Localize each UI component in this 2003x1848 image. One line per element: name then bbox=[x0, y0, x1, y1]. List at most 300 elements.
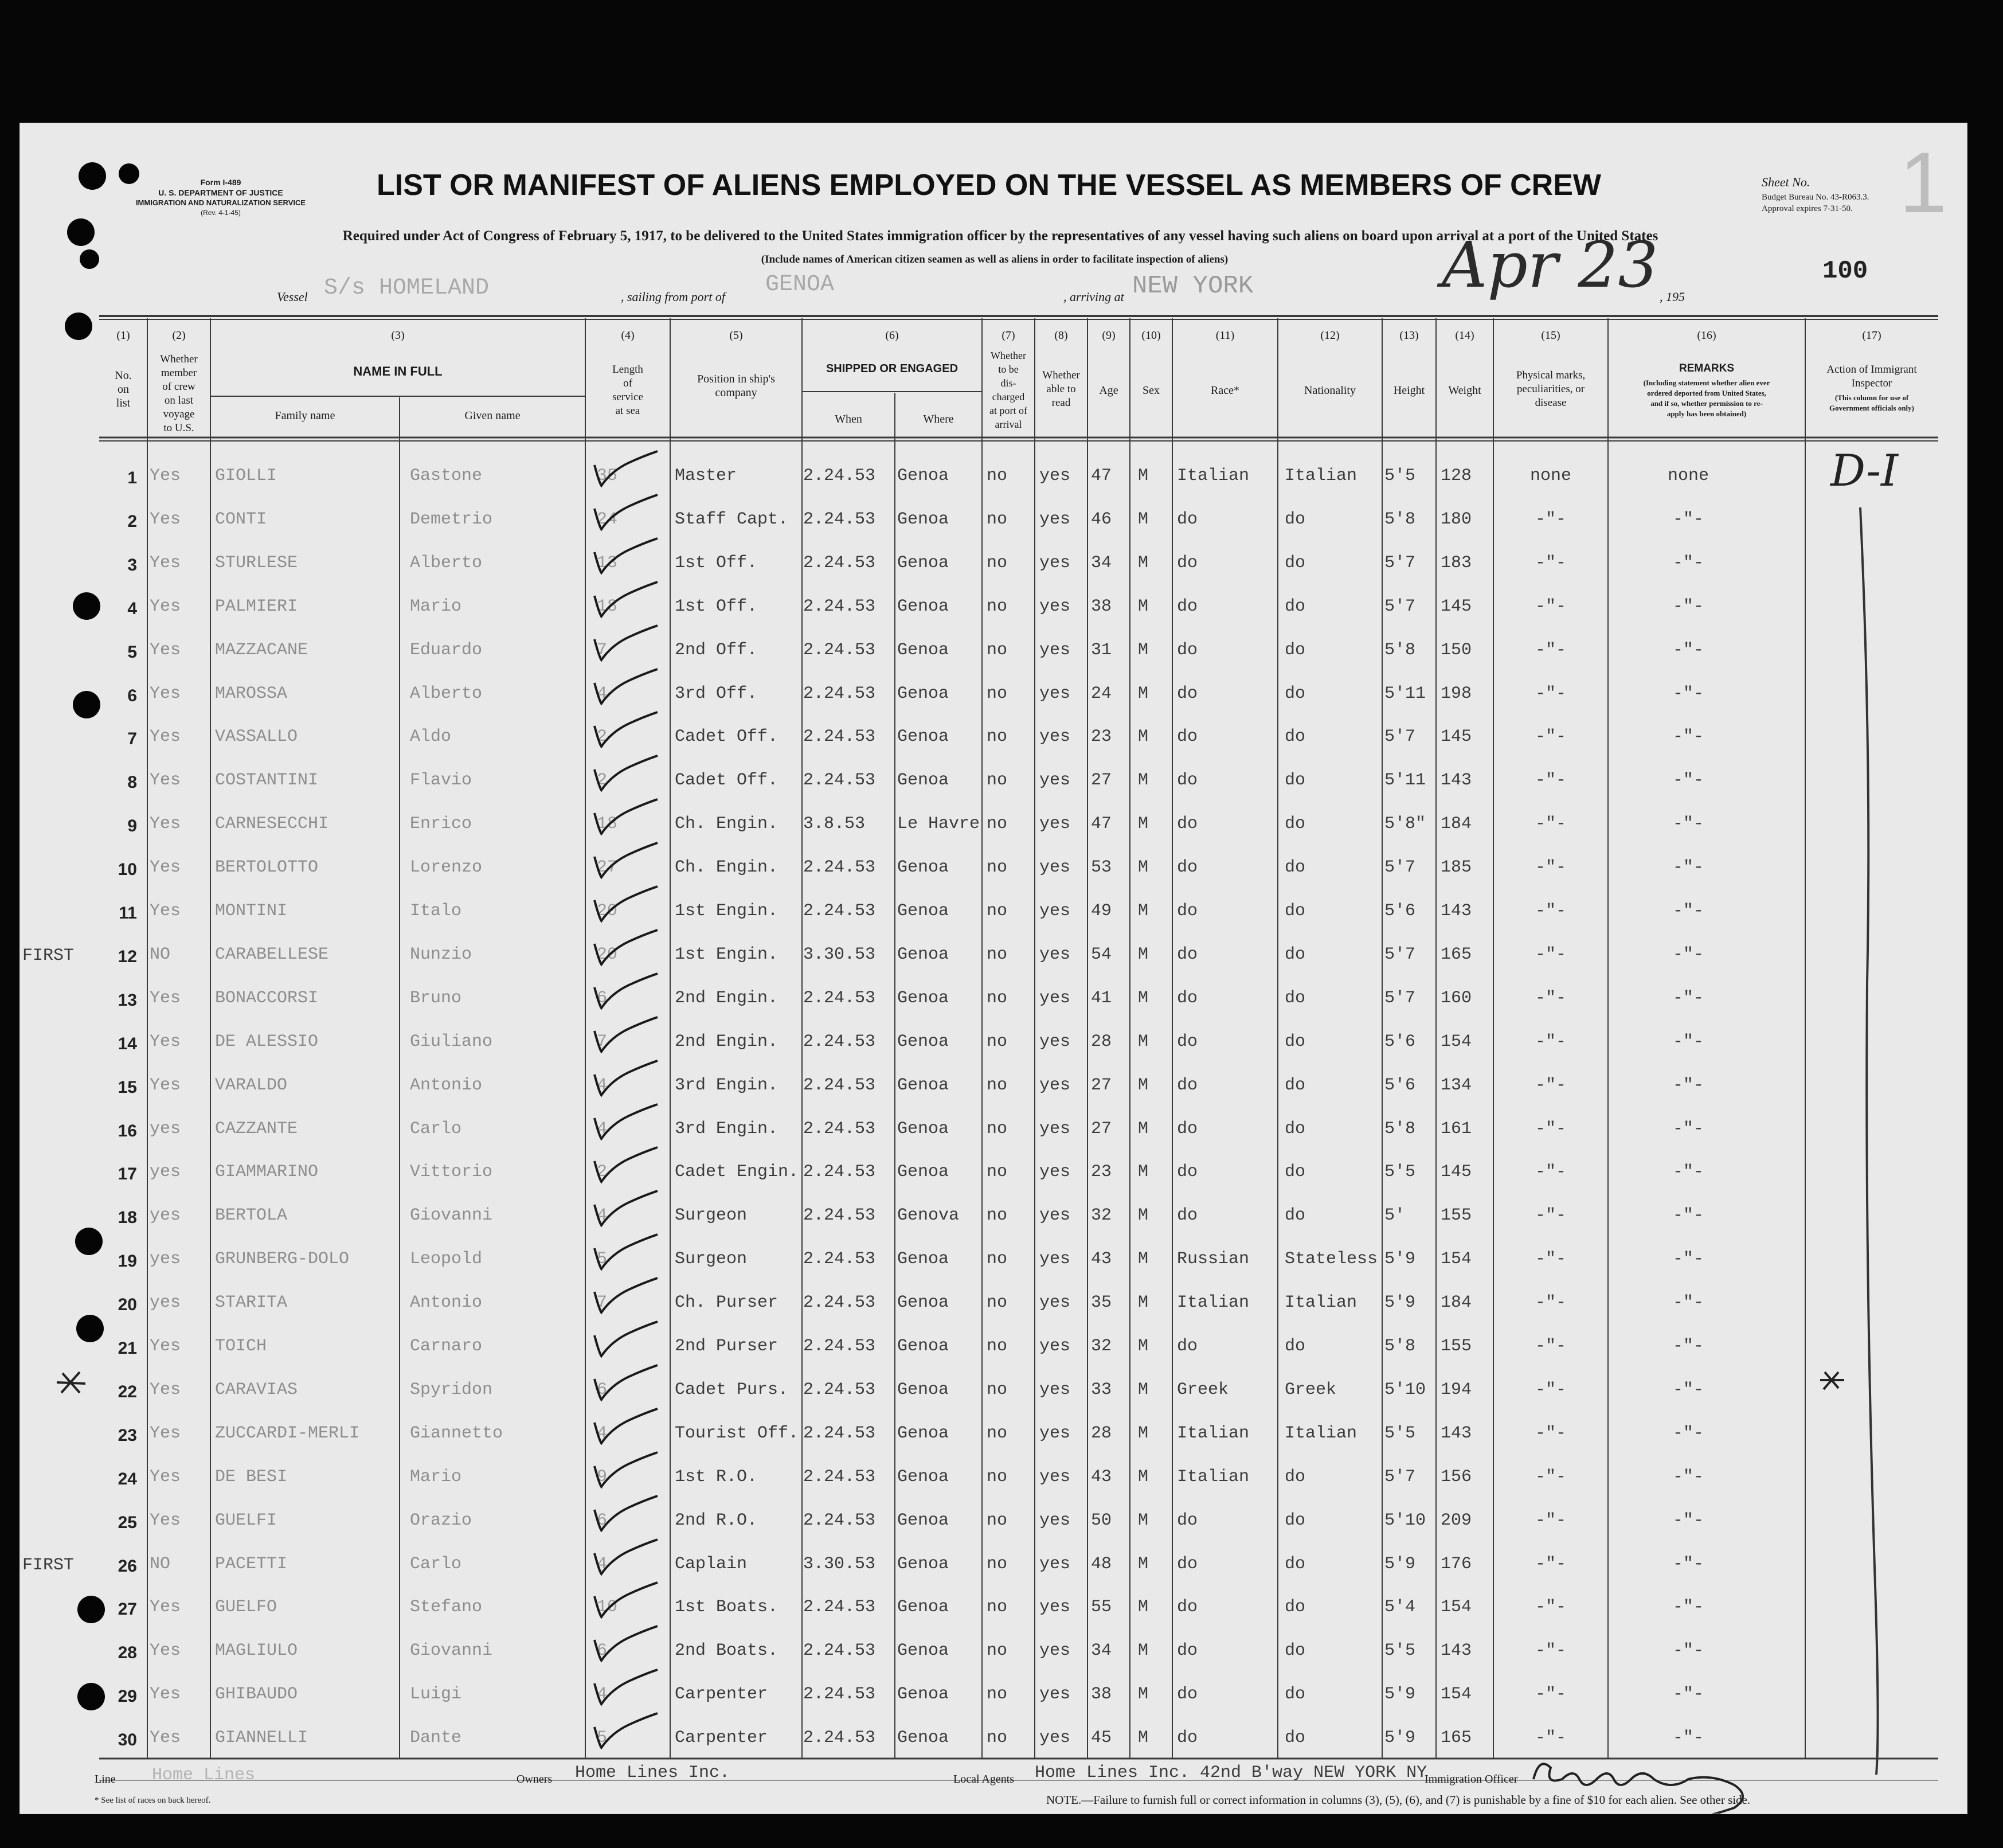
race-cell: do bbox=[1177, 1206, 1198, 1225]
height-cell: 5'11 bbox=[1384, 771, 1426, 790]
row-number-cell: 22 bbox=[118, 1382, 137, 1401]
marks-cell: -"- bbox=[1535, 640, 1566, 660]
col15-label: disease bbox=[1535, 397, 1567, 409]
row-number-cell: 21 bbox=[118, 1339, 137, 1358]
row-number-cell: 15 bbox=[118, 1078, 137, 1097]
shipped-where-cell: Genoa bbox=[897, 945, 949, 964]
sex-cell: M bbox=[1138, 1293, 1149, 1312]
position-cell: Cadet Off. bbox=[675, 727, 778, 747]
shipped-where-cell: Genoa bbox=[897, 1641, 949, 1661]
service-cell: 5 bbox=[597, 1728, 608, 1748]
col1-num: (1) bbox=[116, 329, 130, 342]
given-name-cell: Antonio bbox=[410, 1293, 483, 1312]
given-name-cell: Giannetto bbox=[410, 1424, 503, 1443]
family-name-cell: GIAMMARINO bbox=[215, 1162, 319, 1182]
vessel-label: Vessel bbox=[277, 290, 308, 304]
position-cell: Tourist Off. bbox=[675, 1424, 799, 1443]
read-cell: yes bbox=[1039, 1685, 1071, 1704]
form-service: IMMIGRATION AND NATURALIZATION SERVICE bbox=[135, 198, 306, 207]
height-cell: 5'7 bbox=[1384, 858, 1416, 877]
col1-label: No. bbox=[115, 369, 132, 382]
shipped-when-cell: 2.24.53 bbox=[803, 597, 876, 616]
race-cell: do bbox=[1177, 597, 1198, 616]
col2-label: to U.S. bbox=[163, 422, 194, 434]
age-cell: 23 bbox=[1091, 727, 1112, 747]
race-cell: do bbox=[1177, 684, 1198, 704]
discharged-cell: no bbox=[987, 945, 1008, 964]
family-name-cell: GIANNELLI bbox=[215, 1728, 308, 1748]
position-cell: 3rd Engin. bbox=[675, 1076, 778, 1095]
col12-num: (12) bbox=[1320, 329, 1340, 342]
remarks-cell: -"- bbox=[1672, 1380, 1704, 1400]
family-name-cell: MAGLIULO bbox=[215, 1641, 298, 1661]
col8-label: Whether bbox=[1042, 369, 1080, 381]
remarks-cell: -"- bbox=[1672, 1162, 1704, 1182]
read-cell: yes bbox=[1039, 1380, 1071, 1400]
row-number-cell: 20 bbox=[118, 1295, 137, 1314]
read-cell: yes bbox=[1039, 1119, 1071, 1139]
row-number-cell: 14 bbox=[118, 1034, 137, 1053]
given-name-cell: Stefano bbox=[410, 1597, 483, 1617]
shipped-when-cell: 3.30.53 bbox=[803, 1554, 876, 1574]
age-cell: 28 bbox=[1091, 1424, 1112, 1443]
weight-cell: 154 bbox=[1441, 1032, 1472, 1052]
col15-num: (15) bbox=[1541, 329, 1560, 342]
col3-num: (3) bbox=[391, 329, 405, 342]
sex-cell: M bbox=[1138, 1032, 1149, 1052]
nationality-cell: do bbox=[1285, 684, 1306, 704]
col17-label: Inspector bbox=[1851, 377, 1892, 389]
height-cell: 5'7 bbox=[1384, 553, 1416, 573]
service-cell: 10 bbox=[597, 1597, 618, 1617]
race-cell: do bbox=[1177, 727, 1198, 747]
col7-label: to be bbox=[998, 364, 1019, 375]
shipped-where-cell: Genoa bbox=[897, 1685, 949, 1704]
row-number-cell: 25 bbox=[118, 1513, 137, 1532]
weight-cell: 184 bbox=[1441, 814, 1472, 834]
marks-cell: -"- bbox=[1535, 1293, 1566, 1312]
family-name-cell: GUELFI bbox=[215, 1511, 277, 1530]
discharged-cell: no bbox=[987, 597, 1008, 616]
service-cell: 35 bbox=[597, 466, 618, 486]
given-name-cell: Italo bbox=[410, 901, 462, 921]
family-name-cell: MONTINI bbox=[215, 901, 288, 921]
discharged-cell: no bbox=[987, 1119, 1008, 1139]
footer-agents-value: Home Lines Inc. 42nd B'way NEW YORK NY bbox=[1035, 1763, 1427, 1783]
row-number-cell: 30 bbox=[118, 1730, 137, 1749]
col6-where-label: Where bbox=[923, 413, 954, 425]
height-cell: 5'5 bbox=[1384, 466, 1416, 486]
weight-cell: 134 bbox=[1441, 1076, 1472, 1095]
service-cell: 2 bbox=[597, 1162, 608, 1182]
col2-label: on last bbox=[164, 394, 194, 407]
read-cell: yes bbox=[1039, 945, 1071, 964]
footer-line-value: Home Lines bbox=[152, 1765, 256, 1785]
position-cell: Ch. Engin. bbox=[675, 858, 778, 877]
shipped-when-cell: 2.24.53 bbox=[803, 989, 876, 1008]
discharged-cell: no bbox=[987, 1424, 1008, 1443]
remarks-cell: -"- bbox=[1672, 901, 1704, 921]
remarks-cell: -"- bbox=[1672, 1728, 1704, 1748]
given-name-cell: Alberto bbox=[410, 553, 483, 573]
weight-cell: 183 bbox=[1441, 553, 1472, 573]
position-cell: 2nd Purser bbox=[675, 1337, 778, 1356]
race-cell: Russian bbox=[1177, 1249, 1250, 1269]
family-name-cell: TOICH bbox=[215, 1337, 267, 1356]
shipped-when-cell: 2.24.53 bbox=[803, 727, 876, 747]
shipped-where-cell: Genoa bbox=[897, 989, 949, 1008]
member-cell: Yes bbox=[150, 510, 181, 529]
race-cell: do bbox=[1177, 640, 1198, 660]
remarks-cell: -"- bbox=[1672, 1554, 1704, 1574]
sex-cell: M bbox=[1138, 1554, 1149, 1574]
col7-label: arrival bbox=[995, 419, 1022, 430]
read-cell: yes bbox=[1039, 1641, 1071, 1661]
marks-cell: -"- bbox=[1535, 1511, 1566, 1530]
sex-cell: M bbox=[1138, 858, 1149, 877]
service-cell: 13 bbox=[597, 553, 618, 573]
sex-cell: M bbox=[1138, 640, 1149, 660]
position-cell: Cadet Engin. bbox=[675, 1162, 799, 1182]
height-cell: 5'10 bbox=[1384, 1380, 1426, 1400]
shipped-when-cell: 2.24.53 bbox=[803, 1641, 876, 1661]
height-cell: 5'6 bbox=[1384, 1076, 1416, 1095]
height-cell: 5'11 bbox=[1384, 684, 1426, 704]
col2-label: voyage bbox=[163, 408, 195, 420]
row-number-cell: 3 bbox=[127, 556, 137, 575]
crew-manifest-document bbox=[19, 123, 1967, 1814]
sex-cell: M bbox=[1138, 510, 1149, 529]
remarks-cell: -"- bbox=[1672, 1293, 1704, 1312]
age-cell: 34 bbox=[1091, 1641, 1112, 1661]
race-cell: do bbox=[1177, 1728, 1198, 1748]
col3-label: NAME IN FULL bbox=[353, 364, 443, 378]
read-cell: yes bbox=[1039, 989, 1071, 1008]
shipped-where-cell: Genoa bbox=[897, 510, 949, 529]
discharged-cell: no bbox=[987, 1511, 1008, 1530]
col1-label: on bbox=[118, 383, 129, 396]
age-cell: 32 bbox=[1091, 1206, 1112, 1225]
read-cell: yes bbox=[1039, 901, 1071, 921]
age-cell: 38 bbox=[1091, 597, 1112, 616]
sex-cell: M bbox=[1138, 1467, 1149, 1487]
discharged-cell: no bbox=[987, 901, 1008, 921]
marks-cell: -"- bbox=[1535, 771, 1566, 790]
discharged-cell: no bbox=[987, 1641, 1008, 1661]
nationality-cell: do bbox=[1285, 1162, 1306, 1182]
given-name-cell: Giovanni bbox=[410, 1206, 493, 1225]
col5-num: (5) bbox=[729, 329, 743, 342]
service-cell: 2 bbox=[597, 727, 608, 747]
age-cell: 32 bbox=[1091, 1337, 1112, 1356]
position-cell: 2nd Engin. bbox=[675, 1032, 778, 1052]
shipped-where-cell: Genoa bbox=[897, 597, 949, 616]
remarks-cell: none bbox=[1667, 466, 1709, 486]
col12-label: Nationality bbox=[1304, 384, 1356, 397]
age-cell: 47 bbox=[1091, 466, 1112, 486]
service-cell: 4 bbox=[597, 1554, 608, 1574]
sailing-label: , sailing from port of bbox=[621, 290, 725, 304]
height-cell: 5'6 bbox=[1384, 901, 1416, 921]
shipped-when-cell: 2.24.53 bbox=[803, 1424, 876, 1443]
discharged-cell: no bbox=[987, 814, 1008, 834]
sex-cell: M bbox=[1138, 1685, 1149, 1704]
shipped-where-cell: Genoa bbox=[897, 1249, 949, 1269]
shipped-when-cell: 2.24.53 bbox=[803, 1249, 876, 1269]
race-cell: do bbox=[1177, 1685, 1198, 1704]
col2-label: of crew bbox=[162, 381, 195, 393]
marks-cell: -"- bbox=[1535, 727, 1566, 747]
discharged-cell: no bbox=[987, 466, 1008, 486]
race-cell: do bbox=[1177, 510, 1198, 529]
read-cell: yes bbox=[1039, 640, 1071, 660]
row-number-cell: 7 bbox=[127, 729, 137, 748]
marks-cell: -"- bbox=[1535, 1424, 1566, 1443]
shipped-when-cell: 2.24.53 bbox=[803, 1076, 876, 1095]
shipped-when-cell: 2.24.53 bbox=[803, 1032, 876, 1052]
read-cell: yes bbox=[1039, 727, 1071, 747]
port-of-arrival: NEW YORK bbox=[1132, 272, 1254, 300]
given-name-cell: Vittorio bbox=[410, 1162, 493, 1182]
shipped-when-cell: 2.24.53 bbox=[803, 901, 876, 921]
weight-cell: 145 bbox=[1441, 597, 1472, 616]
col7-label: Whether bbox=[991, 350, 1026, 361]
footer-owners-value: Home Lines Inc. bbox=[575, 1763, 730, 1783]
col8-label: able to bbox=[1046, 383, 1076, 395]
height-cell: 5'9 bbox=[1384, 1685, 1416, 1704]
weight-cell: 143 bbox=[1441, 771, 1472, 790]
height-cell: 5'7 bbox=[1384, 989, 1416, 1008]
service-cell: 2 bbox=[597, 771, 608, 790]
remarks-cell: -"- bbox=[1672, 1511, 1704, 1530]
position-cell: Carpenter bbox=[675, 1685, 768, 1704]
shipped-where-cell: Genoa bbox=[897, 1337, 949, 1356]
position-cell: 3rd Engin. bbox=[675, 1119, 778, 1139]
weight-cell: 150 bbox=[1441, 640, 1472, 660]
nationality-cell: do bbox=[1285, 945, 1306, 964]
read-cell: yes bbox=[1039, 1162, 1071, 1182]
service-cell: 9 bbox=[597, 1467, 608, 1487]
height-cell: 5'8" bbox=[1384, 814, 1426, 834]
member-cell: Yes bbox=[150, 858, 181, 877]
shipped-where-cell: Genoa bbox=[897, 1511, 949, 1530]
weight-cell: 154 bbox=[1441, 1597, 1472, 1617]
row-number-cell: 27 bbox=[118, 1600, 137, 1619]
position-cell: Cadet Off. bbox=[675, 771, 778, 790]
shipped-where-cell: Genoa bbox=[897, 1424, 949, 1443]
family-name-cell: VARALDO bbox=[215, 1076, 288, 1095]
given-name-cell: Carnaro bbox=[410, 1337, 483, 1356]
col7-label: dis- bbox=[1000, 377, 1016, 389]
read-cell: yes bbox=[1039, 1554, 1071, 1574]
weight-cell: 156 bbox=[1441, 1467, 1472, 1487]
member-cell: Yes bbox=[150, 466, 181, 486]
member-cell: Yes bbox=[150, 1728, 181, 1748]
remarks-cell: -"- bbox=[1672, 814, 1704, 834]
marks-cell: -"- bbox=[1535, 1076, 1566, 1095]
row-number-cell: 6 bbox=[127, 686, 137, 705]
family-name-cell: ZUCCARDI-MERLI bbox=[215, 1424, 360, 1443]
age-cell: 23 bbox=[1091, 1162, 1112, 1182]
discharged-cell: no bbox=[987, 684, 1008, 704]
race-cell: Italian bbox=[1177, 466, 1250, 486]
race-cell: do bbox=[1177, 553, 1198, 573]
age-cell: 43 bbox=[1091, 1249, 1112, 1269]
race-cell: do bbox=[1177, 1641, 1198, 1661]
shipped-where-cell: Le Havre bbox=[897, 814, 980, 834]
given-name-cell: Eduardo bbox=[410, 640, 483, 660]
age-cell: 41 bbox=[1091, 989, 1112, 1008]
marks-cell: -"- bbox=[1535, 858, 1566, 877]
col17-num: (17) bbox=[1862, 329, 1881, 342]
member-cell: Yes bbox=[150, 1032, 181, 1052]
height-cell: 5'6 bbox=[1384, 1032, 1416, 1052]
position-cell: Surgeon bbox=[675, 1249, 748, 1269]
read-cell: yes bbox=[1039, 1337, 1071, 1356]
nationality-cell: do bbox=[1285, 597, 1306, 616]
height-cell: 5'7 bbox=[1384, 945, 1416, 964]
discharged-cell: no bbox=[987, 1206, 1008, 1225]
position-cell: Carpenter bbox=[675, 1728, 768, 1748]
race-cell: do bbox=[1177, 1597, 1198, 1617]
sex-cell: M bbox=[1138, 1597, 1149, 1617]
family-name-cell: CAZZANTE bbox=[215, 1119, 298, 1139]
col14-num: (14) bbox=[1455, 329, 1474, 342]
marks-cell: -"- bbox=[1535, 553, 1566, 573]
shipped-when-cell: 2.24.53 bbox=[803, 553, 876, 573]
discharged-cell: no bbox=[987, 1728, 1008, 1748]
age-cell: 27 bbox=[1091, 771, 1112, 790]
shipped-where-cell: Genoa bbox=[897, 684, 949, 704]
weight-cell: 176 bbox=[1441, 1554, 1472, 1574]
sex-cell: M bbox=[1138, 684, 1149, 704]
shipped-where-cell: Genoa bbox=[897, 1293, 949, 1312]
discharged-cell: no bbox=[987, 989, 1008, 1008]
sex-cell: M bbox=[1138, 727, 1149, 747]
read-cell: yes bbox=[1039, 1728, 1071, 1748]
position-cell: Cadet Purs. bbox=[675, 1380, 789, 1400]
nationality-cell: do bbox=[1285, 1119, 1306, 1139]
height-cell: 5'9 bbox=[1384, 1554, 1416, 1574]
col14-label: Weight bbox=[1448, 384, 1481, 397]
col11-label: Race* bbox=[1211, 384, 1239, 397]
row-number-cell: 17 bbox=[118, 1165, 137, 1183]
row-number-cell: 16 bbox=[118, 1122, 137, 1140]
marks-cell: -"- bbox=[1535, 510, 1566, 529]
weight-cell: 165 bbox=[1441, 1728, 1472, 1748]
remarks-cell: -"- bbox=[1672, 684, 1704, 704]
remarks-cell: -"- bbox=[1672, 1337, 1704, 1356]
position-cell: 1st Off. bbox=[675, 597, 758, 616]
sex-cell: M bbox=[1138, 597, 1149, 616]
nationality-cell: do bbox=[1285, 553, 1306, 573]
discharged-cell: no bbox=[987, 1032, 1008, 1052]
race-cell: do bbox=[1177, 901, 1198, 921]
race-cell: do bbox=[1177, 1162, 1198, 1182]
height-cell: 5'4 bbox=[1384, 1597, 1416, 1617]
footer-note: NOTE.—Failure to furnish full or correct information in columns (3), (5), (6), and (7) is punishable by a fine of $10 for each alien. See other side. bbox=[1046, 1793, 1751, 1807]
col17-note: (This column for use of bbox=[1834, 393, 1909, 402]
remarks-cell: -"- bbox=[1672, 1076, 1704, 1095]
nationality-cell: Italian bbox=[1285, 466, 1357, 486]
budget-bureau: Budget Bureau No. 43-R063.3. bbox=[1762, 193, 1869, 202]
col3-given-label: Given name bbox=[464, 409, 521, 422]
footer-officer-label: Immigration Officer bbox=[1425, 1773, 1518, 1786]
col13-label: Height bbox=[1393, 384, 1425, 397]
race-cell: do bbox=[1177, 945, 1198, 964]
given-name-cell: Leopold bbox=[410, 1249, 483, 1269]
weight-cell: 198 bbox=[1441, 684, 1472, 704]
family-name-cell: PACETTI bbox=[215, 1554, 288, 1574]
col10-label: Sex bbox=[1143, 384, 1160, 397]
col16-label: REMARKS bbox=[1679, 362, 1735, 374]
col10-num: (10) bbox=[1141, 329, 1161, 342]
position-cell: 2nd Engin. bbox=[675, 989, 778, 1008]
height-cell: 5'9 bbox=[1384, 1293, 1416, 1312]
service-cell: 6 bbox=[597, 1511, 608, 1530]
col4-label: of bbox=[623, 377, 632, 389]
family-name-cell: DE BESI bbox=[215, 1467, 288, 1487]
position-cell: 3rd Off. bbox=[675, 684, 758, 704]
weight-cell: 143 bbox=[1441, 901, 1472, 921]
weight-cell: 128 bbox=[1441, 466, 1472, 486]
height-cell: 5'8 bbox=[1384, 1119, 1416, 1139]
member-cell: Yes bbox=[150, 1511, 181, 1530]
nationality-cell: Stateless bbox=[1285, 1249, 1378, 1269]
shipped-where-cell: Genoa bbox=[897, 1467, 949, 1487]
age-cell: 54 bbox=[1091, 945, 1112, 964]
col2-num: (2) bbox=[172, 329, 186, 342]
discharged-cell: no bbox=[987, 640, 1008, 660]
nationality-cell: do bbox=[1285, 1685, 1306, 1704]
row-number-cell: 18 bbox=[118, 1208, 137, 1227]
height-cell: 5'5 bbox=[1384, 1641, 1416, 1661]
given-name-cell: Flavio bbox=[410, 771, 472, 790]
race-cell: Italian bbox=[1177, 1467, 1250, 1487]
col17-note: Government officials only) bbox=[1829, 404, 1915, 412]
discharged-cell: no bbox=[987, 1554, 1008, 1574]
shipped-where-cell: Genoa bbox=[897, 1597, 949, 1617]
discharged-cell: no bbox=[987, 1249, 1008, 1269]
weight-cell: 154 bbox=[1441, 1249, 1472, 1269]
read-cell: yes bbox=[1039, 597, 1071, 616]
age-cell: 27 bbox=[1091, 1119, 1112, 1139]
member-cell: Yes bbox=[150, 1641, 181, 1661]
footer-agents-label: Local Agents bbox=[953, 1773, 1015, 1786]
shipped-where-cell: Genoa bbox=[897, 1032, 949, 1052]
family-name-cell: BONACCORSI bbox=[215, 989, 319, 1008]
remarks-cell: -"- bbox=[1672, 1249, 1704, 1269]
position-cell: 1st Boats. bbox=[675, 1597, 778, 1617]
col9-label: Age bbox=[1099, 384, 1118, 397]
member-cell: Yes bbox=[150, 684, 181, 704]
given-name-cell: Dante bbox=[410, 1728, 462, 1748]
discharged-cell: no bbox=[987, 1597, 1008, 1617]
service-cell: 6 bbox=[597, 1641, 608, 1661]
sex-cell: M bbox=[1138, 1119, 1149, 1139]
family-name-cell: COSTANTINI bbox=[215, 771, 319, 790]
weight-cell: 194 bbox=[1441, 1380, 1472, 1400]
read-cell: yes bbox=[1039, 1597, 1071, 1617]
remarks-cell: -"- bbox=[1672, 510, 1704, 529]
family-name-cell: DE ALESSIO bbox=[215, 1032, 319, 1052]
col3-family-label: Family name bbox=[275, 409, 335, 422]
position-cell: Master bbox=[675, 466, 737, 486]
read-cell: yes bbox=[1039, 814, 1071, 834]
shipped-when-cell: 2.24.53 bbox=[803, 1162, 876, 1182]
shipped-where-cell: Genova bbox=[897, 1206, 960, 1225]
shipped-when-cell: 2.24.53 bbox=[803, 466, 876, 486]
